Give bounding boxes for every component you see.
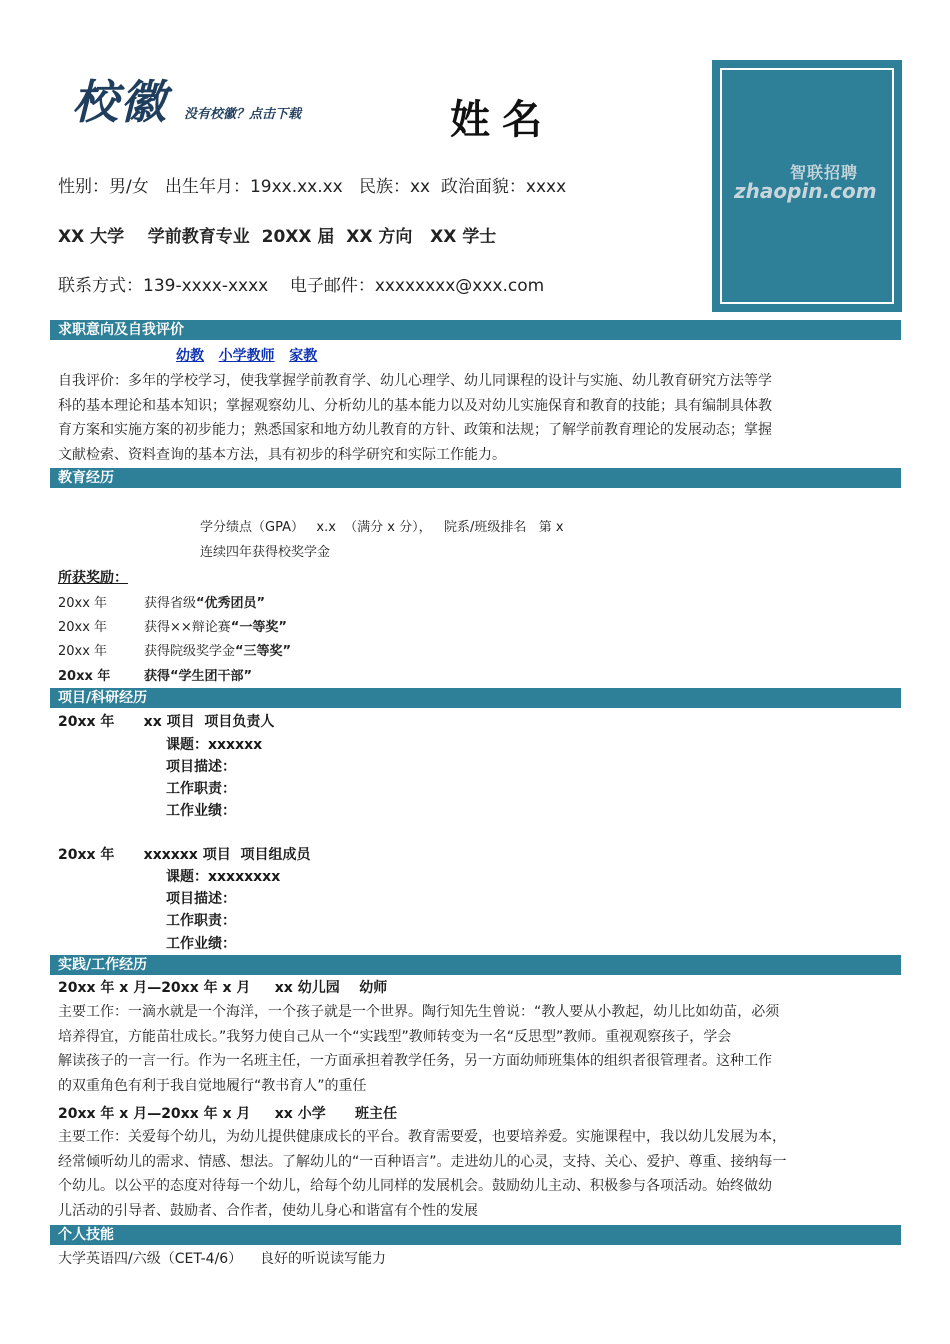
award-item xyxy=(58,592,265,611)
text-line: 个幼儿。以公平的态度对待每一个幼儿，给每个幼儿同样的发展机会。鼓励幼儿主动、积极参与各项活动。始终做幼 xyxy=(58,1178,772,1194)
job-head: 20xx 年 x 月—20xx 年 x 月 xx 小学 班主任 xyxy=(58,1106,397,1122)
section-skills: 个人技能 xyxy=(50,1225,901,1245)
section-work: 实践/工作经历 xyxy=(50,955,901,975)
award-prefix: 获得院级奖学金 xyxy=(144,644,236,659)
section-education: 教育经历 xyxy=(50,468,901,488)
watermark xyxy=(734,160,877,203)
project-topic: 课题：xxxxxxxx xyxy=(166,869,281,885)
project-duty: 工作职责： xyxy=(166,913,236,929)
project-topic: 课题：xxxxxx xyxy=(166,737,263,753)
award-prefix: 获得××辩论赛 xyxy=(144,620,231,635)
text-line: 的双重角色有利于我自觉地履行“教书育人”的重任 xyxy=(58,1077,367,1094)
project-desc: 项目描述： xyxy=(166,759,236,775)
award-item xyxy=(58,640,291,659)
project-result: 工作业绩： xyxy=(166,803,236,819)
project-head: 20xx 年 xxxxxx 项目 项目组成员 xyxy=(58,847,311,863)
section-objective: 求职意向及自我评价 xyxy=(50,320,901,340)
photo-placeholder xyxy=(712,60,902,312)
award-item xyxy=(58,616,287,635)
text-line: 儿活动的引导者、鼓励者、合作者，使幼儿身心和谐富有个性的发展 xyxy=(58,1202,478,1219)
basic-info: 性别：男/女 出生年月：19xx.xx.xx 民族：xx 政治面貌：xxxx xyxy=(58,177,567,197)
award-year: 20xx 年 xyxy=(58,669,111,684)
goal-item: 小学教师 xyxy=(218,348,275,364)
award-item xyxy=(58,665,252,684)
award-prefix: 获得 xyxy=(144,669,171,684)
project-result: 工作业绩： xyxy=(166,936,236,952)
award-year: 20xx 年 xyxy=(58,596,108,611)
candidate-name: 姓名 xyxy=(450,97,554,143)
text-line: 科的基本理论和基本知识；掌握观察幼儿、分析幼儿的基本能力以及对幼儿实施保育和教育的技能；具有编制具体教 xyxy=(58,397,772,414)
self-evaluation xyxy=(58,369,898,467)
contact-info: 联系方式：139-xxxx-xxxx 电子邮件：xxxxxxxx@xxx.com xyxy=(58,276,545,296)
project-desc: 项目描述： xyxy=(166,891,236,907)
section-projects: 项目/科研经历 xyxy=(50,688,901,708)
watermark-cn: 智联招聘 xyxy=(789,163,858,182)
project-head: 20xx 年 xx 项目 项目负责人 xyxy=(58,714,275,730)
award-highlight: “三等奖” xyxy=(235,644,292,659)
award-highlight: “学生团干部” xyxy=(170,669,253,684)
award-highlight: “一等奖” xyxy=(230,620,287,635)
logo-download-link[interactable]: 没有校徽？点击下载 xyxy=(184,107,302,122)
text-line: 解读孩子的一言一行。作为一名班主任，一方面承担着教学任务，另一方面幼师班集体的组织者很管理者。这种工作 xyxy=(58,1053,772,1069)
job-description xyxy=(58,1125,898,1223)
gpa-line: 学分绩点（GPA） x.x （满分 x 分）， 院系/班级排名 第 x xyxy=(200,520,564,535)
award-highlight: “优秀团员” xyxy=(196,596,266,611)
job-head: 20xx 年 x 月—20xx 年 x 月 xx 幼儿园 幼师 xyxy=(58,980,388,996)
award-year: 20xx 年 xyxy=(58,620,108,635)
text-line: 培养得宜，方能苗壮成长。”我努力使自己从一个“实践型”教师转变为一名“反思型”教师。重视观察孩子，学会 xyxy=(58,1028,732,1045)
school-logo: 校徽 xyxy=(72,75,168,129)
text-line: 主要工作：一滴水就是一个海洋，一个孩子就是一个世界。陶行知先生曾说：“教人要从小教起，幼儿比如幼苗，必须 xyxy=(58,1004,780,1020)
award-year: 20xx 年 xyxy=(58,644,108,659)
goal-item: 幼教 xyxy=(176,348,204,364)
job-description xyxy=(58,1000,898,1098)
skill-line: 大学英语四/六级（CET-4/6） 良好的听说读写能力 xyxy=(58,1251,386,1267)
text-line: 育方案和实施方案的初步能力；熟悉国家和地方幼儿教育的方针、政策和法规；了解学前教育理论的发展动态；掌握 xyxy=(58,422,772,438)
school-info: XX 大学 学前教育专业 20XX 届 XX 方向 XX 学士 xyxy=(58,227,497,247)
awards-title: 所获奖励： xyxy=(58,570,128,586)
goal-item: 家教 xyxy=(289,348,318,364)
text-line: 经常倾听幼儿的需求、情感、想法。了解幼儿的“一百种语言”。走进幼儿的心灵，支持、关心、爱护、尊重、接纳每一 xyxy=(58,1153,787,1170)
scholarship-line: 连续四年获得校奖学金 xyxy=(200,545,331,560)
award-prefix: 获得省级 xyxy=(144,596,197,611)
project-duty: 工作职责： xyxy=(166,781,236,797)
watermark-en: zhaopin.com xyxy=(734,179,877,203)
text-line: 自我评价：多年的学校学习，使我掌握学前教育学、幼儿心理学、幼儿同课程的设计与实施、幼儿教育研究方法等学 xyxy=(58,373,772,389)
text-line: 主要工作：关爱每个幼儿，为幼儿提供健康成长的平台。教育需要爱，也要培养爱。实施课程中，我以幼儿发展为本， xyxy=(58,1129,786,1145)
job-goals xyxy=(176,345,317,365)
text-line: 文献检索、资料查询的基本方法，具有初步的科学研究和实际工作能力。 xyxy=(58,446,506,463)
